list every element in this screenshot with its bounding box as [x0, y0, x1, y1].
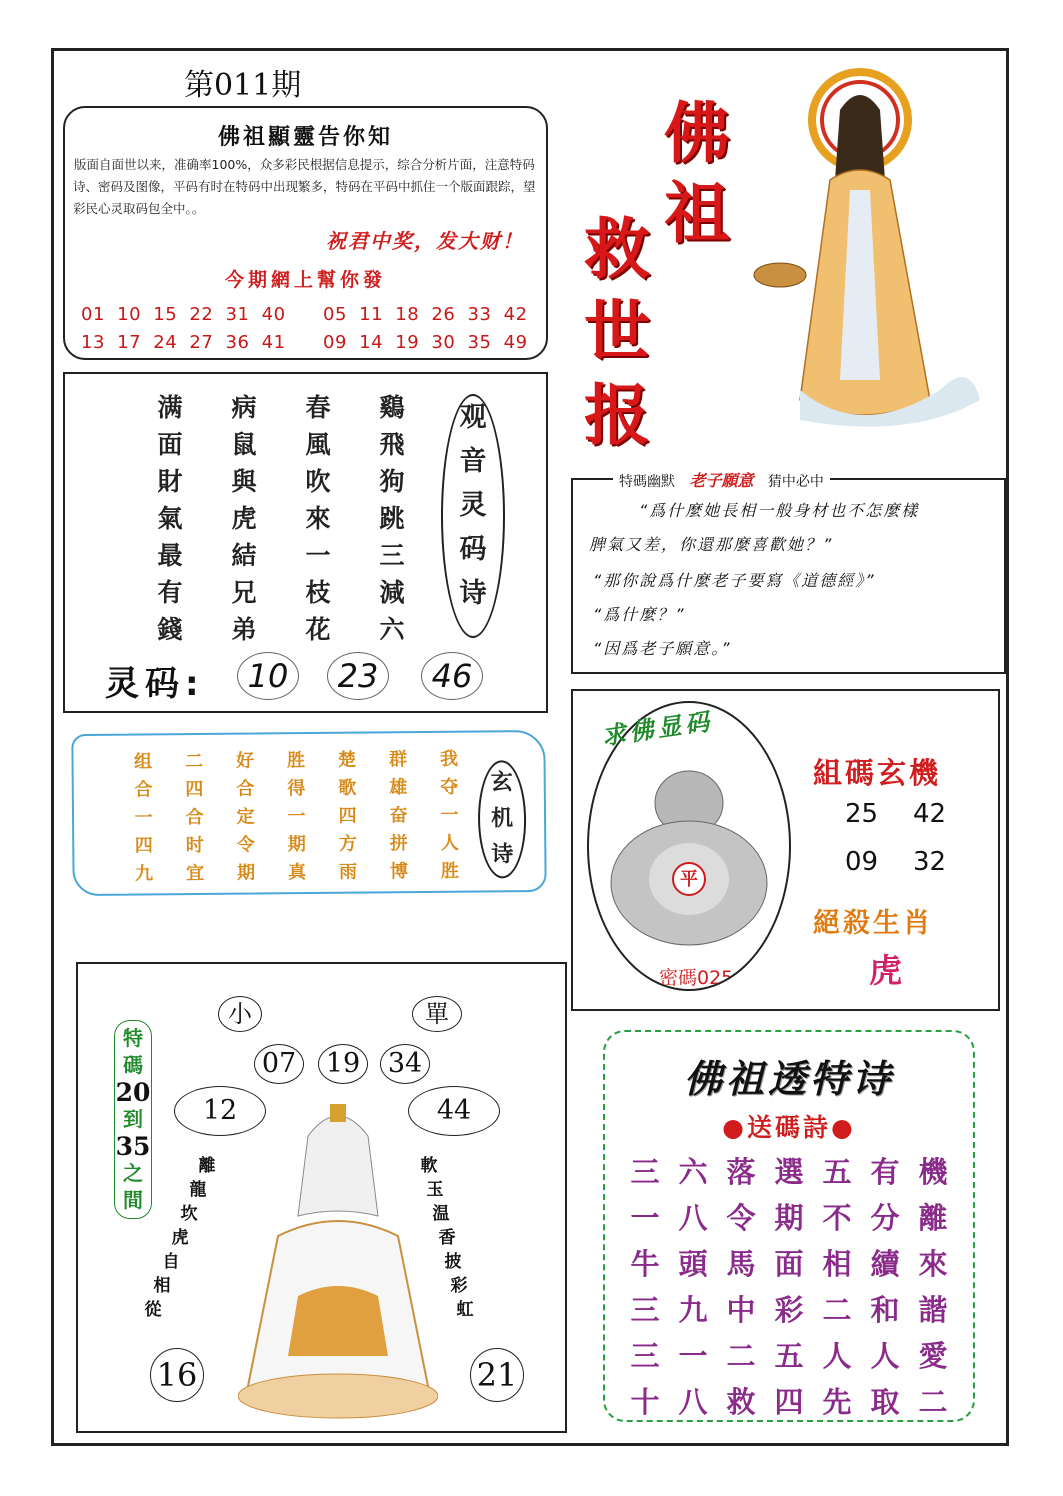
poem-char: 病 — [231, 393, 257, 422]
songma-char: 相 — [822, 1247, 852, 1281]
numbers-row1-left: 01 10 15 22 31 40 — [81, 304, 286, 325]
xuanji-char: 雄 — [389, 777, 408, 799]
xuanji-char: 博 — [389, 861, 409, 883]
poem-side-char: 观 — [459, 402, 487, 433]
xuanji-char: 合 — [185, 806, 204, 829]
xuanji-char: 夺 — [440, 776, 459, 798]
songma-char: 愛 — [918, 1339, 948, 1373]
songma-char: 來 — [918, 1247, 948, 1281]
poem-char: 枝 — [305, 578, 331, 607]
joke-header — [613, 468, 830, 491]
songma-char: 和 — [870, 1293, 900, 1327]
tema-range-column — [114, 1020, 152, 1219]
songma-char: 九 — [678, 1293, 708, 1327]
songma-char: 中 — [726, 1293, 756, 1327]
xuanji-side-label — [478, 760, 527, 878]
guanyin-standing-illustration — [740, 60, 990, 440]
songma-char: 四 — [774, 1385, 804, 1419]
right-poem-char: 軟 — [420, 1156, 438, 1176]
tema-range-char: 間 — [123, 1188, 143, 1212]
xuanji-char: 人 — [440, 832, 459, 854]
guanyin-poem-box — [63, 372, 548, 713]
poem-char: 弟 — [231, 615, 257, 644]
buddha-top-text: 求佛显码 — [599, 707, 715, 751]
tema-range-char: 特 — [123, 1026, 143, 1050]
joke-line: “那你說爲什麼老子要寫《道德經》” — [593, 571, 876, 590]
poem-char: 满 — [157, 393, 183, 422]
xuanji-char: 方 — [338, 833, 357, 855]
row-number: 34 — [380, 1044, 430, 1084]
zuma-number: 09 — [845, 847, 879, 877]
xuanji-char: 好 — [235, 750, 255, 772]
songma-char: 頭 — [678, 1247, 708, 1281]
title-char: 报 — [584, 376, 650, 454]
xuanji-char: 群 — [388, 749, 408, 771]
xuanji-char: 时 — [185, 834, 204, 857]
songma-char: 諧 — [918, 1293, 948, 1327]
xuanji-char: 胜 — [286, 750, 306, 772]
xuanji-side-char: 玄 — [490, 770, 513, 796]
songma-char: 五 — [774, 1339, 804, 1373]
numbers-row2-left: 13 17 24 27 36 41 — [81, 332, 286, 353]
left-poem-char: 從 — [144, 1300, 162, 1320]
poem-side-label — [441, 394, 505, 638]
zuma-number: 32 — [913, 847, 947, 877]
left-poem-char: 自 — [162, 1252, 180, 1272]
songma-char: 三 — [630, 1339, 660, 1373]
jue-sha-animal: 虎 — [869, 951, 902, 990]
left-poem-char: 龍 — [189, 1180, 207, 1200]
poem-char: 氣 — [157, 504, 183, 533]
tema-range-char: 之 — [123, 1161, 143, 1185]
poem-char: 鼠 — [231, 430, 257, 459]
jue-sha-title: 絕殺生肖 — [813, 908, 933, 939]
songma-char: 二 — [726, 1339, 756, 1373]
xuanji-char: 四 — [185, 778, 204, 801]
songma-title: 佛祖透特诗 — [683, 1057, 894, 1101]
songma-char: 分 — [870, 1201, 900, 1235]
songma-char: 取 — [870, 1385, 900, 1419]
xuanji-char: 楚 — [337, 749, 357, 771]
poem-char: 六 — [379, 615, 405, 644]
songma-char: 三 — [630, 1155, 660, 1189]
songma-subtitle: ●送碼詩● — [722, 1113, 856, 1142]
xuanji-char: 一 — [287, 806, 306, 828]
songma-char: 救 — [726, 1385, 756, 1419]
poem-char: 花 — [305, 615, 331, 644]
poem-char: 三 — [379, 541, 405, 570]
poem-char: 鷄 — [379, 393, 405, 422]
left-poem-char: 離 — [198, 1156, 216, 1176]
poem-char: 來 — [305, 504, 331, 533]
right-oval-number: 44 — [408, 1086, 500, 1136]
numbers-row1-right: 05 11 18 26 33 42 — [323, 304, 528, 325]
songma-char: 牛 — [630, 1247, 660, 1281]
lingma-number: 10 — [237, 652, 299, 700]
joke-box — [571, 471, 1006, 674]
announcement-slogan: 祝君中奖，发大财！ — [326, 229, 524, 253]
poem-side-char: 灵 — [459, 490, 487, 521]
songma-char: 機 — [918, 1155, 948, 1189]
songma-char: 八 — [678, 1385, 708, 1419]
joke-line: “因爲老子願意。” — [593, 639, 732, 658]
xuanji-grid — [117, 745, 475, 888]
poem-side-char: 诗 — [459, 578, 487, 609]
poem-char: 跳 — [379, 504, 405, 533]
poem-char: 減 — [379, 578, 405, 607]
left-poem-char: 虎 — [171, 1228, 189, 1248]
right-poem-char: 香 — [438, 1228, 456, 1248]
xuanji-char: 四 — [338, 805, 357, 827]
songma-char: 不 — [822, 1201, 852, 1235]
poem-char: 狗 — [379, 467, 405, 496]
zuma-title: 組碼玄機 — [813, 756, 942, 790]
left-oval-number: 12 — [174, 1086, 266, 1136]
xuanji-char: 奋 — [389, 805, 408, 827]
xuanji-char: 一 — [440, 804, 459, 826]
lingma-number: 46 — [421, 652, 483, 700]
row-number: 07 — [254, 1044, 304, 1084]
poem-char: 面 — [157, 430, 183, 459]
tema-range-char: 35 — [115, 1132, 151, 1161]
songma-char: 令 — [726, 1201, 756, 1235]
songma-char: 落 — [726, 1155, 756, 1189]
poem-grid — [133, 388, 429, 647]
xuanji-char: 期 — [287, 834, 306, 856]
poem-side-char: 码 — [459, 534, 487, 565]
poem-char: 有 — [157, 578, 183, 607]
left-poem-char: 相 — [153, 1276, 171, 1296]
songma-grid — [621, 1150, 957, 1426]
poem-char: 風 — [305, 430, 331, 459]
xuanji-char: 合 — [134, 779, 153, 801]
poem-side-char: 音 — [459, 446, 487, 477]
joke-header-title: 老子願意 — [689, 471, 754, 490]
songma-char: 人 — [870, 1339, 900, 1373]
songma-char: 十 — [630, 1385, 660, 1419]
songma-poem-box — [603, 1030, 975, 1422]
issue-number: 第011期 — [184, 68, 302, 103]
songma-char: 八 — [678, 1201, 708, 1235]
songma-char: 一 — [678, 1339, 708, 1373]
title-char: 世 — [584, 292, 650, 370]
xuanji-char: 我 — [439, 748, 459, 770]
numbers-row2-right: 09 14 19 30 35 49 — [323, 332, 528, 353]
xuanji-char: 令 — [236, 834, 255, 856]
xuanji-char: 宜 — [185, 862, 205, 885]
songma-char: 二 — [918, 1385, 948, 1419]
songma-char: 離 — [918, 1201, 948, 1235]
joke-line: “爲什麼她長相一般身材也不怎麼樣 — [639, 501, 920, 520]
xuanji-side-char: 诗 — [491, 842, 514, 868]
row-number: 19 — [318, 1044, 368, 1084]
xuanji-char: 期 — [236, 862, 256, 884]
left-poem-char: 坎 — [180, 1204, 198, 1224]
zuma-number: 25 — [845, 799, 879, 829]
poem-char: 一 — [305, 541, 331, 570]
tema-range-char: 碼 — [123, 1053, 143, 1077]
songma-char: 人 — [822, 1339, 852, 1373]
joke-line: “爲什麼？” — [593, 605, 686, 624]
poem-char: 兄 — [231, 578, 257, 607]
announcement-box — [63, 106, 548, 360]
xuanji-char: 九 — [134, 863, 154, 885]
songma-char: 續 — [870, 1247, 900, 1281]
poem-char: 結 — [231, 541, 257, 570]
songma-char: 有 — [870, 1155, 900, 1189]
xuanji-char: 组 — [133, 751, 153, 773]
title-char: 救 — [584, 210, 650, 288]
poem-char: 錢 — [157, 615, 183, 644]
poem-char: 飛 — [379, 430, 405, 459]
center-char: 平 — [680, 869, 698, 890]
tema-range-char: 20 — [115, 1078, 151, 1107]
joke-header-label: 特碼幽默 — [619, 474, 675, 490]
xuanji-char: 合 — [236, 778, 255, 800]
right-poem-char: 披 — [444, 1252, 462, 1272]
xuanji-side-char: 机 — [490, 806, 514, 832]
xuanji-char: 歌 — [338, 777, 357, 799]
songma-char: 五 — [822, 1155, 852, 1189]
single-label: 單 — [412, 996, 462, 1032]
songma-char: 面 — [774, 1247, 804, 1281]
lingma-number: 23 — [327, 652, 389, 700]
announcement-subtitle: 今期網上幫你發 — [224, 269, 386, 291]
songma-char: 六 — [678, 1155, 708, 1189]
xuanji-poem-box — [71, 730, 546, 896]
announcement-title: 佛祖顯靈告你知 — [217, 125, 393, 150]
bottom-right-number: 21 — [470, 1348, 524, 1402]
zuma-number: 42 — [913, 799, 947, 829]
right-poem-char: 彩 — [450, 1276, 468, 1296]
xuanji-char: 二 — [184, 750, 204, 773]
announcement-body: 版面自面世以来，准确率100%，众多彩民根据信息提示，综合分析片面，注意特码诗、密码及图像，平码有时在特码中出现繁多，特码在平码中抓住一个版面跟踪，望彩民心灵取码包全中。。 — [73, 157, 536, 216]
joke-line: 脾氣又差，你還那麼喜歡她？” — [589, 535, 834, 554]
poem-char: 與 — [231, 467, 257, 496]
xuanji-char: 四 — [134, 835, 153, 857]
buddha-box — [571, 689, 1000, 1011]
tema-range-char: 到 — [123, 1107, 143, 1131]
mima-label: 密碼025 — [659, 967, 734, 989]
xuanji-char: 雨 — [338, 861, 358, 883]
xuanji-char: 真 — [287, 862, 307, 884]
songma-char: 先 — [822, 1385, 852, 1419]
title-char: 祖 — [664, 174, 730, 252]
songma-char: 馬 — [726, 1247, 756, 1281]
xuanji-char: 定 — [236, 806, 255, 828]
songma-char: 一 — [630, 1201, 660, 1235]
right-poem-char: 温 — [432, 1204, 450, 1224]
bottom-left-number: 16 — [150, 1348, 204, 1402]
lingma-label: 灵码: — [105, 664, 205, 704]
xuanji-char: 得 — [287, 778, 306, 800]
songma-char: 二 — [822, 1293, 852, 1327]
xuanji-char: 胜 — [440, 860, 460, 882]
songma-char: 期 — [774, 1201, 804, 1235]
small-label: 小 — [218, 996, 262, 1032]
poem-char: 財 — [157, 467, 183, 496]
title-char: 佛 — [664, 94, 730, 172]
songma-char: 三 — [630, 1293, 660, 1327]
songma-char: 彩 — [774, 1293, 804, 1327]
poem-char: 虎 — [231, 504, 257, 533]
guanyin-numbers-box — [76, 962, 567, 1433]
xuanji-char: 一 — [134, 807, 153, 829]
songma-char: 選 — [774, 1155, 804, 1189]
joke-header-tagline: 猜中必中 — [767, 474, 824, 490]
xuanji-char: 拼 — [389, 833, 408, 855]
right-poem-char: 玉 — [426, 1180, 444, 1200]
poem-char: 春 — [305, 393, 331, 422]
poem-char: 吹 — [305, 467, 331, 496]
poem-char: 最 — [157, 541, 183, 570]
right-poem-char: 虹 — [456, 1300, 474, 1320]
guanyin-seated-illustration — [238, 1096, 438, 1426]
